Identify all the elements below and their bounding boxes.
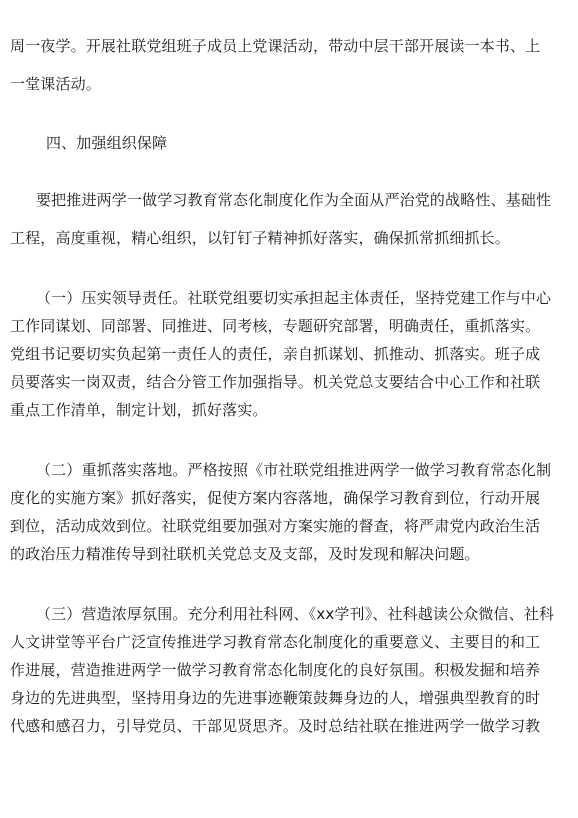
text-line: 周一夜学。开展社联党组班子成员上党课活动，带动中层干部开展读一本书、上 <box>10 37 541 55</box>
text-line: 代感和感召力，引导党员、干部见贤思齐。及时总结社联在推进两学一做学习教 <box>10 717 541 735</box>
text-line: 身边的先进典型，坚持用身边的先进事迹鞭策鼓舞身边的人，增强典型教育的时 <box>10 689 541 707</box>
text-line: 重点工作清单，制定计划，抓好落实。 <box>10 401 268 419</box>
text-line: 工作同谋划、同部署、同推进、同考核，专题研究部署，明确责任，重抓落实。 <box>10 317 541 335</box>
text-line: 的政治压力精准传导到社联机关党总支及支部，及时发现和解决问题。 <box>10 545 480 563</box>
text-line: 员要落实一岗双责，结合分管工作加强指导。机关党总支要结合中心工作和社联 <box>10 373 541 391</box>
text-line: 人文讲堂等平台广泛宣传推进学习教育常态化制度化的重要意义、主要目的和工 <box>10 633 541 651</box>
text-line: 要把推进两学一做学习教育常态化制度化作为全面从严治党的战略性、基础性 <box>36 191 552 209</box>
text-line: 一堂课活动。 <box>10 75 101 93</box>
text-line: 到位，活动成效到位。社联党组要加强对方案实施的督查，将严肃党内政治生活 <box>10 517 541 535</box>
section-heading: 四、加强组织保障 <box>46 134 168 152</box>
text-line: 党组书记要切实负起第一责任人的责任，亲自抓谋划、抓推动、抓落实。班子成 <box>10 345 541 363</box>
text-line: 工程，高度重视，精心组织，以钉钉子精神抓好落实，确保抓常抓细抓长。 <box>10 229 510 247</box>
text-line: 作进展，营造推进两学一做学习教育常态化制度化的良好氛围。积极发掘和培养 <box>10 661 541 679</box>
text-line: （二）重抓落实落地。严格按照《市社联党组推进两学一做学习教育常态化制 <box>36 461 552 479</box>
text-line: 度化的实施方案》抓好落实，促使方案内容落地，确保学习教育到位，行动开展 <box>10 489 541 507</box>
text-line: （三）营造浓厚氛围。充分利用社科网、《xx学刊》、社科越读公众微信、社科 <box>36 605 555 623</box>
text-line: （一）压实领导责任。社联党组要切实承担起主体责任，坚持党建工作与中心 <box>36 289 552 307</box>
